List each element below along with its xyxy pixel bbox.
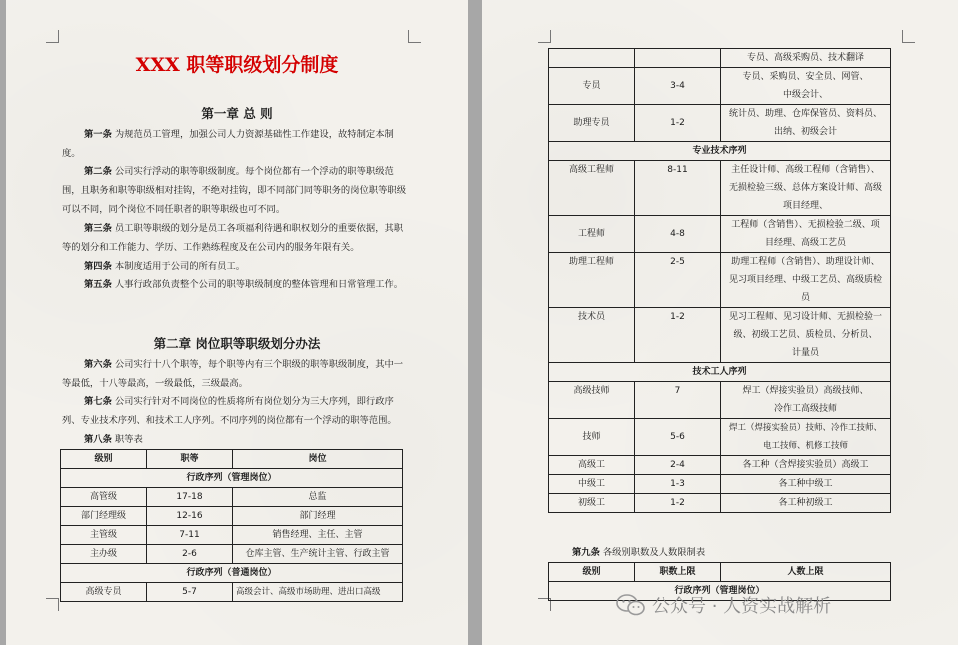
table-row bbox=[549, 68, 891, 105]
position-line: 电工技师、机修工技师 bbox=[762, 441, 848, 451]
caption-text: 各级别职数及人数限制表 bbox=[602, 547, 706, 558]
level-cell: 高级工 bbox=[549, 456, 635, 475]
position-cell: 各工种初级工 bbox=[721, 494, 891, 513]
position-line: 中级会计、 bbox=[782, 90, 828, 100]
article-9-caption bbox=[572, 544, 705, 558]
level-cell: 高管级 bbox=[61, 488, 147, 507]
level-cell: 高级专员 bbox=[61, 583, 147, 602]
position-line: 焊工（焊接实验员）技师、冷作工技师、 bbox=[728, 423, 882, 433]
article-label: 第九条 bbox=[572, 547, 600, 558]
position-line: 员 bbox=[800, 293, 810, 303]
table-row bbox=[61, 583, 403, 602]
level-cell: 技术员 bbox=[549, 308, 635, 363]
article-2 bbox=[62, 162, 408, 219]
table-row bbox=[549, 456, 891, 475]
watermark-text: 公众号 · 人资实战解析 bbox=[652, 596, 832, 617]
table-header-row bbox=[61, 450, 403, 469]
level-cell: 助理工程师 bbox=[549, 253, 635, 308]
header-cell: 职数上限 bbox=[635, 563, 721, 582]
position-cell: 销售经理、主任、主管 bbox=[233, 526, 403, 545]
position-line: 焊工（焊接实验员）高级技师、 bbox=[742, 386, 869, 396]
table-row bbox=[549, 494, 891, 513]
table-row bbox=[549, 49, 891, 68]
grade-cell: 1-2 bbox=[635, 494, 721, 513]
level-cell: 助理专员 bbox=[549, 105, 635, 142]
position-cell bbox=[721, 68, 891, 105]
grade-cell: 8-11 bbox=[635, 161, 721, 216]
article-7 bbox=[62, 392, 408, 430]
empty-cell bbox=[549, 49, 635, 68]
grade-cell: 2-5 bbox=[635, 253, 721, 308]
table-row bbox=[61, 507, 403, 526]
position-cell bbox=[721, 161, 891, 216]
section-row bbox=[61, 469, 403, 488]
grade-cell: 5-6 bbox=[635, 419, 721, 456]
section-header: 行政序列（管理岗位） bbox=[61, 469, 403, 488]
table-row bbox=[549, 382, 891, 419]
grade-cell: 2-4 bbox=[635, 456, 721, 475]
grade-cell: 5-7 bbox=[147, 583, 233, 602]
section-header: 专业技术序列 bbox=[549, 142, 891, 161]
position-line: 助理工程师（含销售）、助理设计师、 bbox=[731, 257, 880, 267]
position-line: 无损检验三级、总体方案设计师、高级 bbox=[728, 183, 882, 193]
grade-cell: 1-2 bbox=[635, 308, 721, 363]
level-cell: 中级工 bbox=[549, 475, 635, 494]
level-cell: 主管级 bbox=[61, 526, 147, 545]
header-cell: 人数上限 bbox=[721, 563, 891, 582]
article-text: 公司实行十八个职等，每个职等内有三个职级的职等职级制度，其中一等最低，十八等最高，一级最低，三级最高。 bbox=[62, 359, 404, 389]
position-line: 级、初级工艺员、质检员、分析员、 bbox=[733, 330, 878, 340]
grade-cell: 4-8 bbox=[635, 216, 721, 253]
article-label: 第八条 bbox=[84, 434, 112, 445]
article-text: 员工职等职级的划分是员工各项福利待遇和职权划分的重要依据，其职等的划分和工作能力、学历、工作熟练程度及在公司内的服务年限有关。 bbox=[62, 223, 404, 253]
level-cell: 技师 bbox=[549, 419, 635, 456]
table-row bbox=[549, 308, 891, 363]
position-line: 专员、采购员、安全员、网管、 bbox=[742, 72, 869, 82]
corner-mark bbox=[46, 598, 59, 611]
level-cell: 高级工程师 bbox=[549, 161, 635, 216]
article-4 bbox=[62, 257, 408, 276]
grade-cell: 12-16 bbox=[147, 507, 233, 526]
position-line: 项目经理、 bbox=[782, 201, 828, 211]
corner-mark bbox=[538, 30, 551, 43]
section-row bbox=[549, 142, 891, 161]
position-cell: 专员、高级采购员、技术翻译 bbox=[721, 49, 891, 68]
position-line: 工程师（含销售）、无损检验二级、项 bbox=[731, 220, 880, 230]
table-row bbox=[61, 488, 403, 507]
article-label: 第四条 bbox=[84, 261, 112, 272]
article-5 bbox=[62, 275, 408, 294]
table-row bbox=[549, 161, 891, 216]
position-line: 见习项目经理、中级工艺员、高级质检 bbox=[728, 275, 882, 285]
table-header-row bbox=[549, 563, 891, 582]
position-line: 冷作工高级技师 bbox=[773, 404, 837, 414]
table-row bbox=[61, 545, 403, 564]
section-header: 行政序列（普通岗位） bbox=[61, 564, 403, 583]
article-label: 第一条 bbox=[84, 129, 112, 140]
watermark bbox=[616, 592, 831, 618]
document-title: XXX 职等职级划分制度 bbox=[135, 54, 339, 76]
article-label: 第六条 bbox=[84, 359, 112, 370]
level-cell: 专员 bbox=[549, 68, 635, 105]
position-line: 计量员 bbox=[791, 348, 819, 358]
table-row bbox=[549, 475, 891, 494]
article-text: 公司实行针对不同岗位的性质将所有岗位划分为三大序列，即行政序列、专业技术序列、和技术工人序列。不同序列的岗位都有一个浮动的职等范围。 bbox=[62, 396, 397, 426]
level-cell: 部门经理级 bbox=[61, 507, 147, 526]
chapter-1-title: 第一章 总 则 bbox=[201, 106, 273, 121]
grade-cell: 3-4 bbox=[635, 68, 721, 105]
corner-mark bbox=[46, 30, 59, 43]
grade-table-part1 bbox=[60, 449, 403, 602]
article-label: 第二条 bbox=[84, 166, 112, 177]
section-row bbox=[61, 564, 403, 583]
position-cell: 各工种（含焊接实验员）高级工 bbox=[721, 456, 891, 475]
section-header: 行政序列（管理岗位） bbox=[549, 582, 891, 601]
position-cell bbox=[721, 105, 891, 142]
position-cell: 各工种中级工 bbox=[721, 475, 891, 494]
document-page-left bbox=[6, 0, 468, 645]
header-cell: 级别 bbox=[61, 450, 147, 469]
grade-table-part2 bbox=[548, 48, 891, 513]
caption-text: 职等表 bbox=[114, 434, 143, 445]
wechat-icon bbox=[616, 594, 646, 616]
article-text: 为规范员工管理，加强公司人力资源基础性工作建设，故特制定本制度。 bbox=[62, 129, 394, 159]
article-label: 第三条 bbox=[84, 223, 112, 234]
table-row bbox=[549, 253, 891, 308]
table-row bbox=[549, 216, 891, 253]
header-cell: 岗位 bbox=[233, 450, 403, 469]
position-cell bbox=[721, 308, 891, 363]
position-line: 见习工程师、见习设计师、无损检验一 bbox=[728, 312, 882, 322]
table-row bbox=[61, 526, 403, 545]
header-cell: 级别 bbox=[549, 563, 635, 582]
section-row bbox=[549, 363, 891, 382]
level-cell: 高级技师 bbox=[549, 382, 635, 419]
article-6 bbox=[62, 355, 408, 393]
position-cell: 仓库主管、生产统计主管、行政主管 bbox=[233, 545, 403, 564]
position-cell: 总监 bbox=[233, 488, 403, 507]
article-text: 本制度适用于公司的所有员工。 bbox=[114, 261, 246, 272]
position-line: 主任设计师、高级工程师（含销售）、 bbox=[731, 165, 880, 175]
chapter-2-title: 第二章 岗位职等职级划分办法 bbox=[153, 336, 321, 351]
grade-cell: 1-2 bbox=[635, 105, 721, 142]
position-cell: 高级会计、高级市场助理、进出口高级 bbox=[233, 583, 403, 602]
grade-cell: 2-6 bbox=[147, 545, 233, 564]
article-label: 第五条 bbox=[84, 279, 112, 290]
article-3 bbox=[62, 219, 408, 257]
grade-cell: 7 bbox=[635, 382, 721, 419]
article-label: 第七条 bbox=[84, 396, 112, 407]
header-cell: 职等 bbox=[147, 450, 233, 469]
table-row bbox=[549, 419, 891, 456]
empty-cell bbox=[635, 49, 721, 68]
grade-cell: 17-18 bbox=[147, 488, 233, 507]
position-cell bbox=[721, 216, 891, 253]
position-line: 统计员、助理、仓库保管员、资料员、 bbox=[728, 109, 882, 119]
position-cell bbox=[721, 253, 891, 308]
grade-cell: 1-3 bbox=[635, 475, 721, 494]
article-1 bbox=[62, 125, 408, 163]
grade-cell: 7-11 bbox=[147, 526, 233, 545]
position-cell bbox=[721, 419, 891, 456]
article-text: 公司实行浮动的职等职级制度。每个岗位都有一个浮动的职等职级范围，且职务和职等职级相对挂钩，不绝对挂钩，即不同部门同等职务的岗位职等职级可以不同，同个岗位不同任职者的职等职级也可不同。 bbox=[62, 166, 406, 215]
position-line: 出纳、初级会计 bbox=[773, 127, 837, 137]
position-cell: 部门经理 bbox=[233, 507, 403, 526]
document-page-right bbox=[482, 0, 958, 645]
article-text: 人事行政部负责整个公司的职等职级制度的整体管理和日常管理工作。 bbox=[114, 279, 404, 290]
section-header: 技术工人序列 bbox=[549, 363, 891, 382]
level-cell: 主办级 bbox=[61, 545, 147, 564]
position-cell bbox=[721, 382, 891, 419]
corner-mark bbox=[408, 30, 421, 43]
corner-mark bbox=[902, 30, 915, 43]
position-line: 目经理、高级工艺员 bbox=[764, 238, 846, 248]
table-row bbox=[549, 105, 891, 142]
article-8-caption bbox=[84, 431, 143, 445]
level-cell: 工程师 bbox=[549, 216, 635, 253]
level-cell: 初级工 bbox=[549, 494, 635, 513]
